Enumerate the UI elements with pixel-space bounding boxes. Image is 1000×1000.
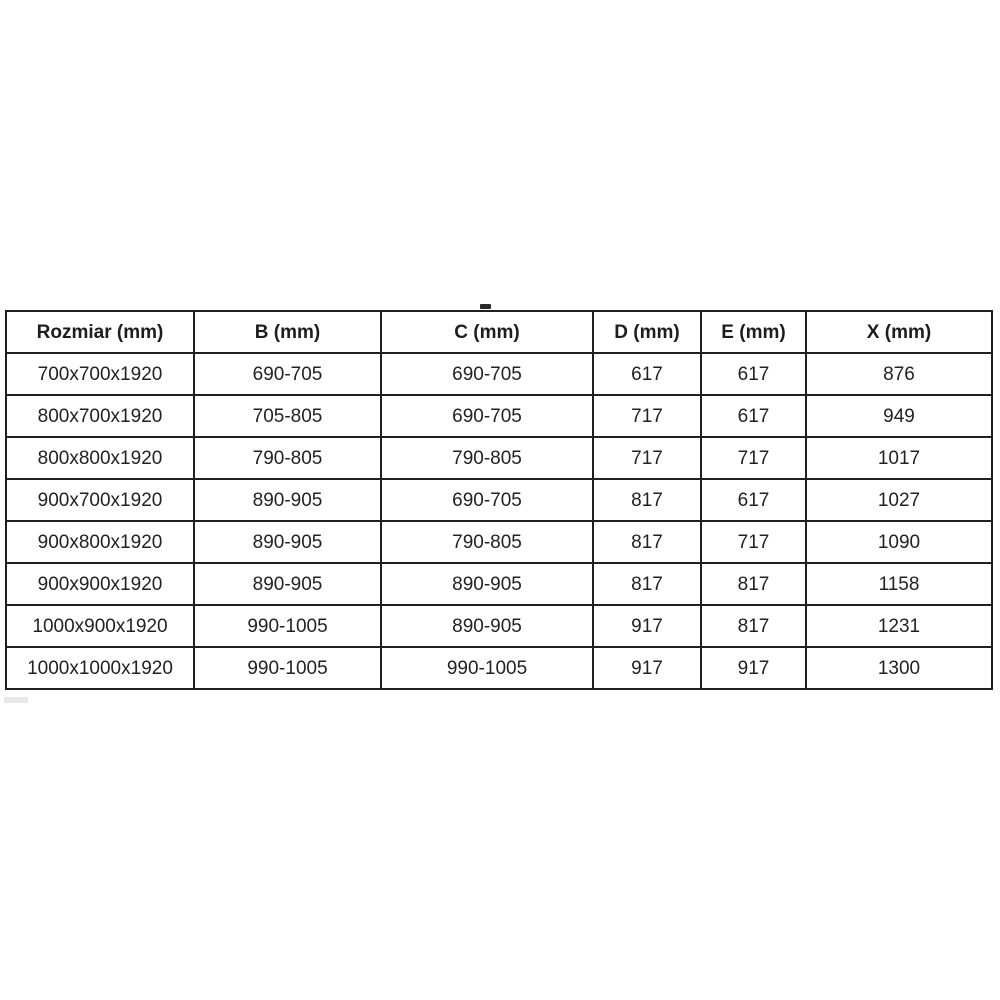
table-cell: 690-705 [381, 395, 593, 437]
table-cell: 990-1005 [381, 647, 593, 689]
table-cell: 617 [701, 479, 806, 521]
table-cell: 917 [593, 605, 701, 647]
table-cell: 917 [593, 647, 701, 689]
table-cell: 705-805 [194, 395, 381, 437]
table-cell: 1231 [806, 605, 992, 647]
table-cell: 1158 [806, 563, 992, 605]
table-cell: 790-805 [381, 437, 593, 479]
table-cell: 900x900x1920 [6, 563, 194, 605]
table-cell: 890-905 [194, 521, 381, 563]
scan-artifact-smudge [4, 697, 28, 703]
table-cell: 790-805 [194, 437, 381, 479]
table-row [6, 521, 992, 563]
table-body [6, 353, 992, 689]
table-cell: 617 [701, 353, 806, 395]
table-cell: 817 [593, 521, 701, 563]
table-cell: 817 [593, 563, 701, 605]
table-cell: 1017 [806, 437, 992, 479]
table-cell: 690-705 [194, 353, 381, 395]
table-cell: 890-905 [194, 479, 381, 521]
table-cell: 949 [806, 395, 992, 437]
column-header: X (mm) [806, 311, 992, 353]
table-cell: 890-905 [381, 605, 593, 647]
column-header: C (mm) [381, 311, 593, 353]
table-row [6, 437, 992, 479]
column-header: E (mm) [701, 311, 806, 353]
column-header: D (mm) [593, 311, 701, 353]
table-cell: 890-905 [381, 563, 593, 605]
table-row [6, 647, 992, 689]
table-cell: 690-705 [381, 353, 593, 395]
table-cell: 617 [701, 395, 806, 437]
table-cell: 1300 [806, 647, 992, 689]
table-cell: 817 [593, 479, 701, 521]
column-header: B (mm) [194, 311, 381, 353]
table-cell: 717 [593, 437, 701, 479]
table-cell: 817 [701, 605, 806, 647]
table-cell: 1090 [806, 521, 992, 563]
table-cell: 900x800x1920 [6, 521, 194, 563]
table-cell: 990-1005 [194, 647, 381, 689]
table-cell: 717 [701, 521, 806, 563]
table-row [6, 353, 992, 395]
table-cell: 990-1005 [194, 605, 381, 647]
table-cell: 1027 [806, 479, 992, 521]
table-cell: 917 [701, 647, 806, 689]
table-cell: 900x700x1920 [6, 479, 194, 521]
table-cell: 717 [593, 395, 701, 437]
table-cell: 890-905 [194, 563, 381, 605]
table-head [6, 311, 992, 353]
scan-artifact-tick [480, 304, 491, 309]
table-row [6, 479, 992, 521]
table-row [6, 395, 992, 437]
table-row [6, 605, 992, 647]
table-cell: 790-805 [381, 521, 593, 563]
table-cell: 1000x900x1920 [6, 605, 194, 647]
table-cell: 690-705 [381, 479, 593, 521]
header-row [6, 311, 992, 353]
column-header: Rozmiar (mm) [6, 311, 194, 353]
table-cell: 717 [701, 437, 806, 479]
table-cell: 800x800x1920 [6, 437, 194, 479]
table-cell: 800x700x1920 [6, 395, 194, 437]
table-cell: 700x700x1920 [6, 353, 194, 395]
size-table [5, 310, 993, 690]
table-cell: 617 [593, 353, 701, 395]
table-cell: 817 [701, 563, 806, 605]
table-cell: 876 [806, 353, 992, 395]
table-row [6, 563, 992, 605]
table-cell: 1000x1000x1920 [6, 647, 194, 689]
